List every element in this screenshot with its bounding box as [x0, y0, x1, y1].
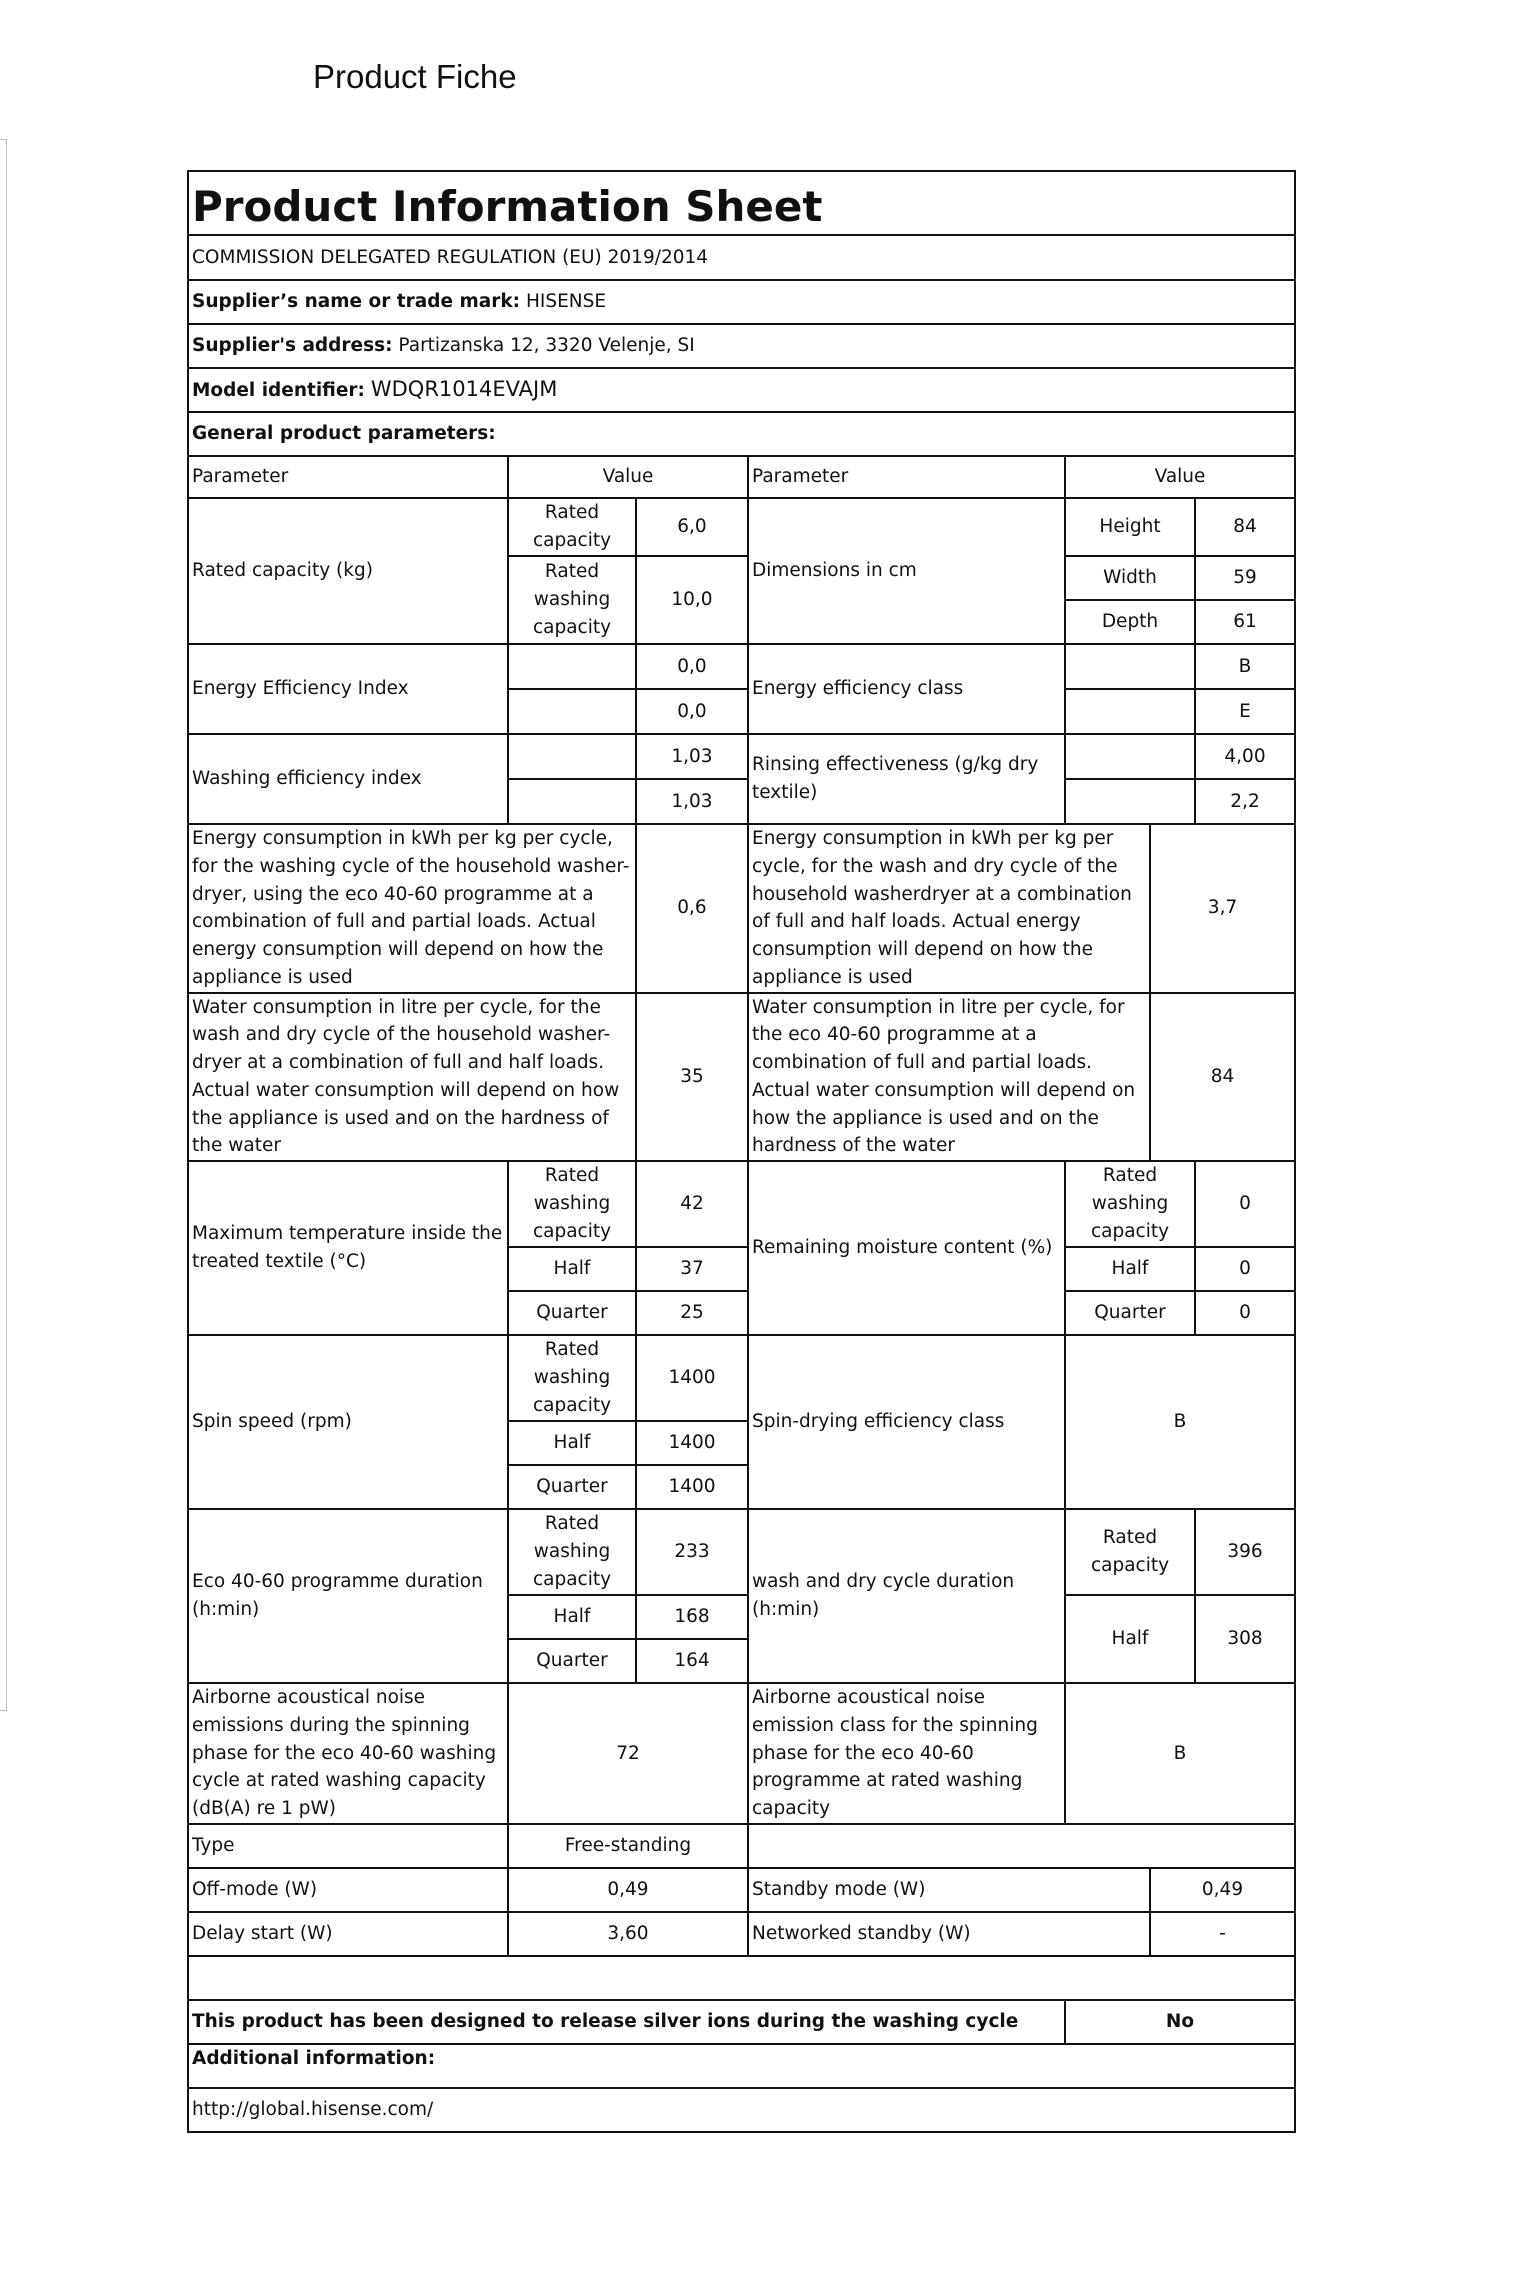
eco-duration-val-rated: 233	[636, 1509, 748, 1595]
header-value-right: Value	[1065, 456, 1295, 498]
page-heading: Product Fiche	[313, 58, 517, 95]
eei-label: Energy Efficiency Index	[188, 644, 508, 734]
energy-class-blank-1	[1065, 644, 1195, 689]
noise-class-value: B	[1065, 1683, 1295, 1824]
water-eco-value: 84	[1150, 993, 1295, 1162]
wei-blank-2	[508, 779, 636, 824]
spin-class-value: B	[1065, 1335, 1295, 1509]
max-temp-val-half: 37	[636, 1247, 748, 1291]
spin-speed-val-half: 1400	[636, 1421, 748, 1465]
website-link[interactable]: http://global.hisense.com/	[188, 2088, 1295, 2132]
supplier-address-label: Supplier's address:	[192, 335, 393, 357]
moisture-val-rated: 0	[1195, 1161, 1295, 1247]
eco-duration-sub-half: Half	[508, 1595, 636, 1639]
delay-start-value: 3,60	[508, 1912, 748, 1956]
noise-label: Airborne acoustical noise emissions during the spinning phase for the eco 40-60 washing cycle at rated washing capacity (dB(A) re 1 pW)	[188, 1683, 508, 1824]
header-parameter-right: Parameter	[748, 456, 1065, 498]
wash-dry-duration-val-rated: 396	[1195, 1509, 1295, 1595]
noise-value: 72	[508, 1683, 748, 1824]
networked-standby-label: Networked standby (W)	[748, 1912, 1150, 1956]
max-temp-sub-half: Half	[508, 1247, 636, 1291]
left-frame-line	[0, 139, 7, 1711]
sheet-title: Product Information Sheet	[188, 171, 1295, 235]
eco-duration-sub-rated: Rated washing capacity	[508, 1509, 636, 1595]
supplier-name-row	[188, 280, 1295, 324]
spin-speed-sub-rated: Rated washing capacity	[508, 1335, 636, 1421]
type-blank	[748, 1824, 1295, 1868]
wei-val2: 1,03	[636, 779, 748, 824]
energy-class-val2: E	[1195, 689, 1295, 734]
energy-wash-value: 0,6	[636, 824, 748, 993]
dimensions-label: Dimensions in cm	[748, 498, 1065, 644]
energy-wash-label: Energy consumption in kWh per kg per cycle, for the washing cycle of the household washer-dryer, using the eco 40-60 programme at a combination of full and partial loads. Actual energy consumption will depend on how the appliance is used	[188, 824, 636, 993]
header-parameter-left: Parameter	[188, 456, 508, 498]
wei-blank-1	[508, 734, 636, 779]
spin-speed-val-rated: 1400	[636, 1335, 748, 1421]
noise-class-label: Airborne acoustical noise emission class for the spinning phase for the eco 40-60 programme at rated washing capacity	[748, 1683, 1065, 1824]
rinsing-blank-1	[1065, 734, 1195, 779]
off-mode-value: 0,49	[508, 1868, 748, 1912]
type-label: Type	[188, 1824, 508, 1868]
max-temp-val-rated: 42	[636, 1161, 748, 1247]
eco-duration-label: Eco 40-60 programme duration (h:min)	[188, 1509, 508, 1683]
depth-label: Depth	[1065, 600, 1195, 644]
moisture-sub-quarter: Quarter	[1065, 1291, 1195, 1335]
rinsing-label: Rinsing effectiveness (g/kg dry textile)	[748, 734, 1065, 824]
energy-class-val1: B	[1195, 644, 1295, 689]
eco-duration-val-quarter: 164	[636, 1639, 748, 1683]
max-temp-label: Maximum temperature inside the treated textile (°C)	[188, 1161, 508, 1335]
eco-duration-sub-quarter: Quarter	[508, 1639, 636, 1683]
delay-start-label: Delay start (W)	[188, 1912, 508, 1956]
depth-value: 61	[1195, 600, 1295, 644]
energy-wash-dry-label: Energy consumption in kWh per kg per cycle, for the wash and dry cycle of the household washerdryer at a combination of full and half loads. Actual energy consumption will depend on how the appliance is used	[748, 824, 1150, 993]
wash-dry-duration-sub-half: Half	[1065, 1595, 1195, 1683]
silver-ions-value: No	[1065, 2000, 1295, 2044]
moisture-sub-half: Half	[1065, 1247, 1195, 1291]
wash-dry-duration-label: wash and dry cycle duration (h:min)	[748, 1509, 1065, 1683]
standby-label: Standby mode (W)	[748, 1868, 1150, 1912]
rinsing-val1: 4,00	[1195, 734, 1295, 779]
rated-capacity-val1: 6,0	[636, 498, 748, 556]
water-eco-label: Water consumption in litre per cycle, for the eco 40-60 programme at a combination of full and partial loads. Actual water consumption will depend on how the appliance is used and on the hardness of the water	[748, 993, 1150, 1162]
header-value-left: Value	[508, 456, 748, 498]
model-label: Model identifier:	[192, 380, 365, 402]
energy-class-label: Energy efficiency class	[748, 644, 1065, 734]
spin-speed-sub-half: Half	[508, 1421, 636, 1465]
wei-label: Washing efficiency index	[188, 734, 508, 824]
general-params-label: General product parameters:	[188, 412, 1295, 456]
supplier-name-label: Supplier’s name or trade mark:	[192, 291, 521, 313]
height-label: Height	[1065, 498, 1195, 556]
eei-blank-1	[508, 644, 636, 689]
max-temp-sub-rated: Rated washing capacity	[508, 1161, 636, 1247]
height-value: 84	[1195, 498, 1295, 556]
rinsing-val2: 2,2	[1195, 779, 1295, 824]
rated-capacity-sub2: Rated washing capacity	[508, 556, 636, 644]
water-wash-dry-label: Water consumption in litre per cycle, for the wash and dry cycle of the household washer-dryer at a combination of full and half loads. Actual water consumption will depend on how the appliance is used and on the hardness of the water	[188, 993, 636, 1162]
blank-row	[188, 1956, 1295, 2000]
product-information-table	[187, 170, 1296, 2133]
regulation-text: COMMISSION DELEGATED REGULATION (EU) 2019/2014	[188, 235, 1295, 280]
eei-blank-2	[508, 689, 636, 734]
standby-value: 0,49	[1150, 1868, 1295, 1912]
off-mode-label: Off-mode (W)	[188, 1868, 508, 1912]
rated-capacity-sub1: Rated capacity	[508, 498, 636, 556]
moisture-sub-rated: Rated washing capacity	[1065, 1161, 1195, 1247]
wash-dry-duration-sub-rated: Rated capacity	[1065, 1509, 1195, 1595]
silver-ions-label: This product has been designed to release silver ions during the washing cycle	[188, 2000, 1065, 2044]
wei-val1: 1,03	[636, 734, 748, 779]
additional-info-label: Additional information:	[188, 2044, 1295, 2088]
supplier-address: Partizanska 12, 3320 Velenje, SI	[398, 335, 695, 357]
energy-class-blank-2	[1065, 689, 1195, 734]
max-temp-sub-quarter: Quarter	[508, 1291, 636, 1335]
water-wash-dry-value: 35	[636, 993, 748, 1162]
wash-dry-duration-val-half: 308	[1195, 1595, 1295, 1683]
max-temp-val-quarter: 25	[636, 1291, 748, 1335]
spin-speed-sub-quarter: Quarter	[508, 1465, 636, 1509]
eei-val1: 0,0	[636, 644, 748, 689]
eco-duration-val-half: 168	[636, 1595, 748, 1639]
rinsing-blank-2	[1065, 779, 1195, 824]
rated-capacity-label: Rated capacity (kg)	[188, 498, 508, 644]
spin-class-label: Spin-drying efficiency class	[748, 1335, 1065, 1509]
width-label: Width	[1065, 556, 1195, 600]
moisture-label: Remaining moisture content (%)	[748, 1161, 1065, 1335]
type-value: Free-standing	[508, 1824, 748, 1868]
model-row	[188, 368, 1295, 412]
moisture-val-quarter: 0	[1195, 1291, 1295, 1335]
width-value: 59	[1195, 556, 1295, 600]
networked-standby-value: -	[1150, 1912, 1295, 1956]
supplier-address-row	[188, 324, 1295, 368]
moisture-val-half: 0	[1195, 1247, 1295, 1291]
spin-speed-val-quarter: 1400	[636, 1465, 748, 1509]
spin-speed-label: Spin speed (rpm)	[188, 1335, 508, 1509]
eei-val2: 0,0	[636, 689, 748, 734]
supplier-name: HISENSE	[525, 291, 607, 313]
rated-capacity-val2: 10,0	[636, 556, 748, 644]
energy-wash-dry-value: 3,7	[1150, 824, 1295, 993]
model-identifier: WDQR1014EVAJM	[370, 377, 558, 402]
